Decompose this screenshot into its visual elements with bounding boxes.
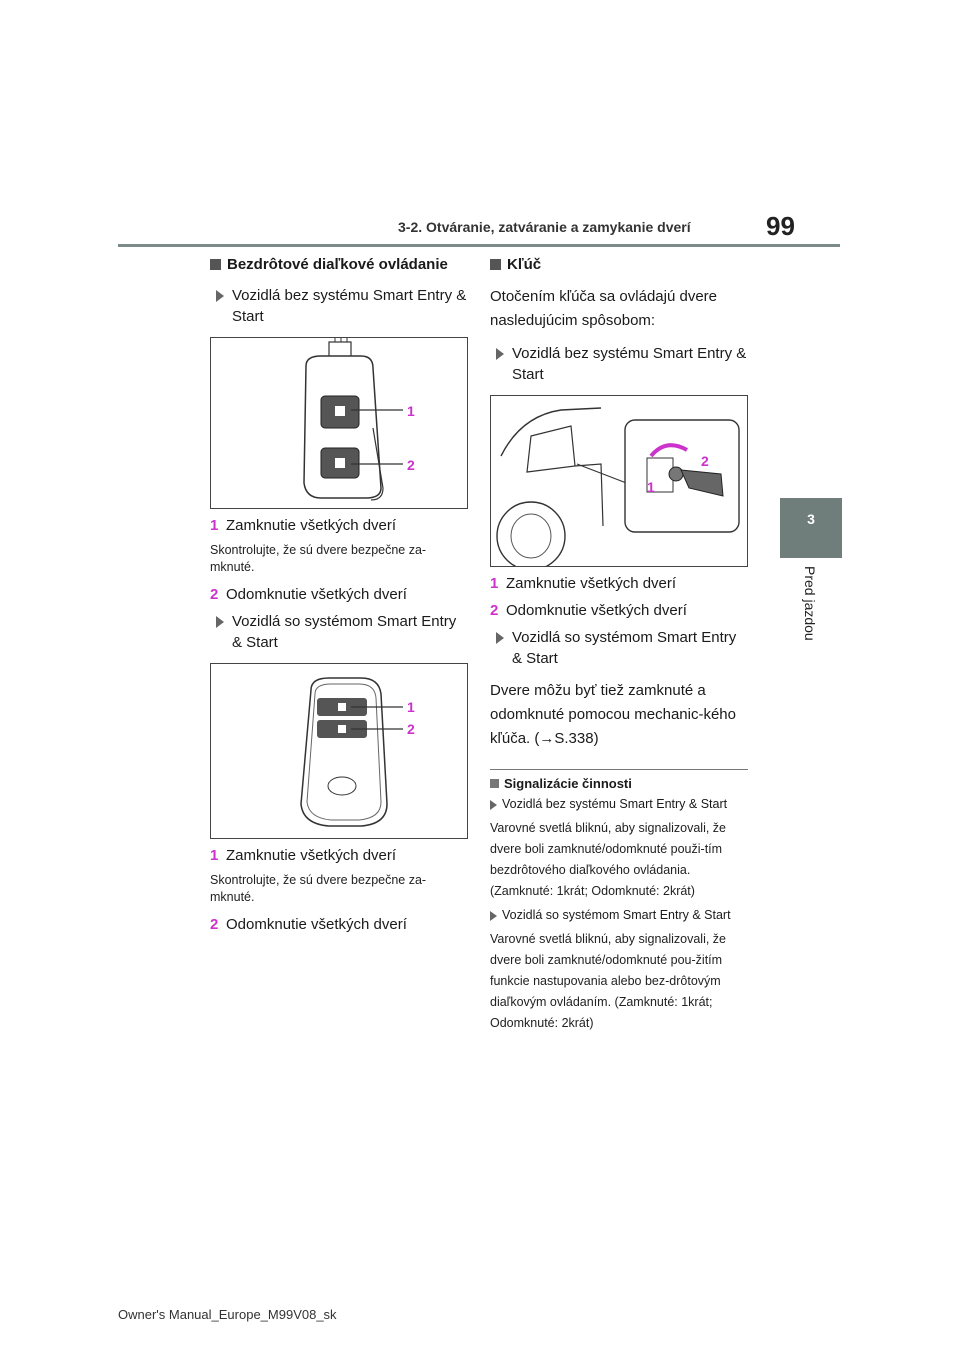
list-item: 2 Odomknutie všetkých dverí [490,602,687,619]
triangle-bullet-icon [216,616,224,628]
triangle-bullet-icon [490,911,497,921]
square-bullet-icon [490,779,499,788]
smart-key-illustration [211,664,467,838]
callout-2-label: 2 [701,453,709,469]
note-text: Skontrolujte, že sú dvere bezpečne za-mknuté. [210,543,427,574]
list-item: 1 Zamknutie všetkých dverí [210,517,397,534]
callout-1-label: 1 [647,479,655,495]
triangle-bullet-icon [496,632,504,644]
subsection-heading: Signalizácie činnosti [490,776,748,791]
section-title: 3-2. Otváranie, zatváranie a zamykanie dverí [398,219,691,235]
subsection-divider [490,769,748,770]
footer-text: Owner's Manual_Europe_M99V08_sk [118,1307,337,1322]
figure-smart-key [210,663,468,839]
note-text: Skontrolujte, že sú dvere bezpečne za-mknuté. [210,873,427,904]
list-item: 1 Zamknutie všetkých dverí [490,575,677,592]
sub-bullet-with-smart-entry: Vozidlá so systémom Smart Entry & Start [490,908,748,923]
square-bullet-icon [210,259,221,270]
bullet-without-smart-entry: Vozidlá bez systému Smart Entry & Start [490,343,748,385]
figure-flip-key-remote [210,337,468,509]
section-heading-key: Kľúč [490,256,748,273]
list-item: 2 Odomknutie všetkých dverí [210,916,407,933]
header-divider [118,244,840,247]
page-number: 99 [766,211,795,241]
car-door-key-illustration [491,396,747,566]
bullet-with-smart-entry: Vozidlá so systémom Smart Entry & Start [490,627,748,669]
triangle-bullet-icon [496,348,504,360]
mechanical-key-paragraph: Dvere môžu byť tiež zamknuté a odomknuté pomocou mechanic-kého kľúča. (→S.338) [490,682,736,747]
chapter-label: Pred jazdou [802,566,818,641]
signal-paragraph-2: Varovné svetlá bliknú, aby signalizovali, že dvere boli zamknuté/odomknuté pou-žitím funkcie nastupovania alebo bez-drôtovým diaľkovým ovládaním. (Zamknuté: 1krát; Odomknuté: 2krát) [490,932,727,1030]
list-item: 2 Odomknutie všetkých dverí [210,586,407,603]
callout-1-label: 1 [407,403,415,419]
square-bullet-icon [490,259,501,270]
right-column [490,256,748,1040]
list-item: 1 Zamknutie všetkých dverí [210,847,397,864]
triangle-bullet-icon [216,290,224,302]
signal-paragraph-1: Varovné svetlá bliknú, aby signalizovali, že dvere boli zamknuté/odomknuté použi-tím bezdrôtového diaľkového ovládania. (Zamknuté: 1krát; Odomknuté: 2krát) [490,821,727,898]
bullet-without-smart-entry: Vozidlá bez systému Smart Entry & Start [210,285,468,327]
figure-key-in-door [490,395,748,567]
section-heading-remote: Bezdrôtové diaľkové ovládanie [210,256,468,273]
triangle-bullet-icon [490,800,497,810]
callout-2-label: 2 [407,457,415,473]
callout-1-label: 1 [407,699,415,715]
chapter-tab: 3 [780,498,842,558]
callout-2-label: 2 [407,721,415,737]
left-column [210,256,468,941]
bullet-with-smart-entry: Vozidlá so systémom Smart Entry & Start [210,611,468,653]
intro-paragraph: Otočením kľúča sa ovládajú dvere nasledujúcim spôsobom: [490,288,717,329]
flip-key-remote-illustration [211,338,467,508]
sub-bullet-without-smart-entry: Vozidlá bez systému Smart Entry & Start [490,797,748,812]
